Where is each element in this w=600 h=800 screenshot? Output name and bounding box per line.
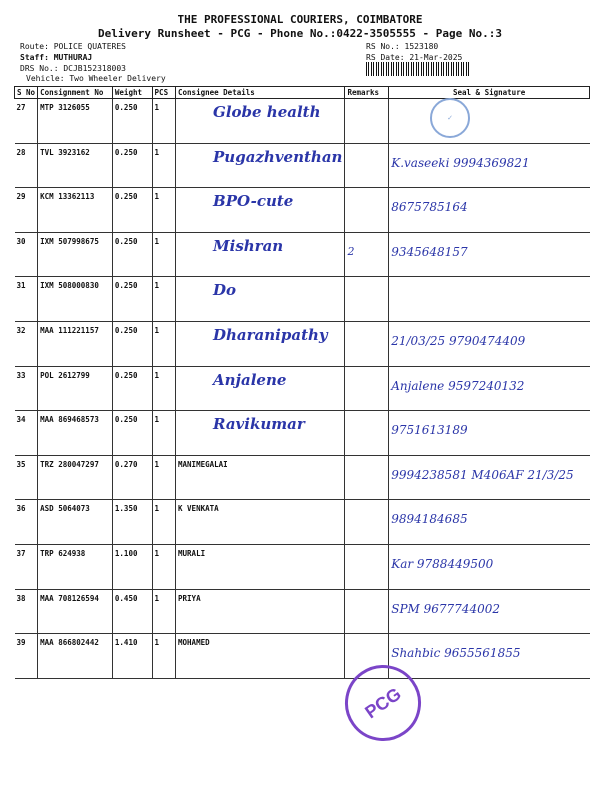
handwritten-signature: 9751613189: [391, 423, 468, 438]
table-row: [15, 232, 590, 277]
cell-sno: 36: [15, 500, 38, 545]
table-row: [15, 500, 590, 545]
cell-weight: 0.250: [112, 232, 152, 277]
handwritten-consignee: Dharanipathy: [213, 325, 328, 344]
vehicle: Vehicle: Two Wheeler Delivery: [26, 74, 166, 83]
cell-signature: [389, 188, 590, 233]
cell-weight: 0.250: [112, 277, 152, 322]
table-header: [15, 87, 590, 99]
table-row: [15, 544, 590, 589]
table-row: [15, 455, 590, 500]
cell-consignment: MAA 111221157: [38, 321, 113, 366]
table-row: [15, 411, 590, 456]
cell-consignment: TRZ 280047297: [38, 455, 113, 500]
handwritten-signature: Anjalene 9597240132: [391, 378, 525, 393]
handwritten-signature: K.vaseeki 9994369821: [391, 155, 530, 170]
cell-consignment: TRP 624938: [38, 544, 113, 589]
cell-remarks: [345, 321, 389, 366]
cell-pcs: 1: [152, 321, 175, 366]
handwritten-signature: 9894184685: [391, 512, 468, 527]
cell-remarks: [345, 589, 389, 634]
cell-consignment: MAA 869468573: [38, 411, 113, 456]
col-remarks: Remarks: [345, 87, 389, 99]
rs-number: RS No.: 1523180: [366, 42, 439, 51]
handwritten-signature: Kar 9788449500: [391, 556, 494, 571]
cell-consignment: MAA 708126594: [38, 589, 113, 634]
cell-remarks: [345, 99, 389, 144]
handwritten-signature: 9994238581 M406AF 21/3/25: [391, 467, 574, 482]
cell-sno: 28: [15, 143, 38, 188]
cell-weight: 0.250: [112, 143, 152, 188]
barcode: [366, 62, 470, 76]
cell-pcs: 1: [152, 99, 175, 144]
col-sno: S No: [15, 87, 38, 99]
handwritten-consignee: Ravikumar: [213, 415, 305, 434]
col-consignment: Consignment No: [38, 87, 113, 99]
cell-consignment: MTP 3126055: [38, 99, 113, 144]
handwritten-signature: Shahbic 9655561855: [391, 646, 521, 661]
cell-weight: 1.410: [112, 634, 152, 679]
handwritten-remark: 2: [347, 244, 355, 258]
table-row: [15, 366, 590, 411]
handwritten-consignee: BPO-cute: [213, 192, 294, 211]
cell-weight: 1.100: [112, 544, 152, 589]
cell-consignee: [176, 232, 345, 277]
cell-consignee: [176, 366, 345, 411]
cell-consignee: MOHAMED: [176, 634, 345, 679]
cell-pcs: 1: [152, 188, 175, 233]
table-row: [15, 321, 590, 366]
cell-weight: 0.450: [112, 589, 152, 634]
cell-weight: 0.250: [112, 321, 152, 366]
cell-sno: 27: [15, 99, 38, 144]
cell-pcs: 1: [152, 589, 175, 634]
rs-date: RS Date: 21-Mar-2025: [366, 53, 463, 62]
handwritten-consignee: Globe health: [213, 103, 321, 121]
cell-consignee: [176, 321, 345, 366]
cell-signature: [389, 366, 590, 411]
handwritten-consignee: Anjalene: [213, 370, 287, 389]
cell-consignment: POL 2612799: [38, 366, 113, 411]
cell-remarks: [345, 277, 389, 322]
drs-number: DRS No.: DCJB152318003: [20, 64, 126, 73]
col-consignee: Consignee Details: [176, 87, 345, 99]
cell-pcs: 1: [152, 232, 175, 277]
cell-weight: 0.250: [112, 366, 152, 411]
cell-sno: 29: [15, 188, 38, 233]
cell-remarks: [345, 366, 389, 411]
runsheet-table: [14, 86, 590, 679]
cell-remarks: [345, 500, 389, 545]
cell-sno: 31: [15, 277, 38, 322]
cell-weight: 0.250: [112, 188, 152, 233]
cell-signature: [389, 143, 590, 188]
cell-signature: [389, 232, 590, 277]
cell-pcs: 1: [152, 455, 175, 500]
cell-sno: 39: [15, 634, 38, 679]
staff: Staff: MUTHURAJ: [20, 53, 93, 62]
table-row: [15, 99, 590, 144]
handwritten-consignee: Pugazhventhan: [213, 147, 343, 166]
cell-consignment: MAA 866802442: [38, 634, 113, 679]
cell-pcs: 1: [152, 634, 175, 679]
cell-sno: 34: [15, 411, 38, 456]
cell-signature: [389, 99, 590, 144]
cell-sno: 33: [15, 366, 38, 411]
runsheet-title: Delivery Runsheet - PCG - Phone No.:0422-3505555 - Page No.:3: [98, 27, 502, 40]
col-signature: Seal & Signature: [389, 87, 590, 99]
cell-pcs: 1: [152, 411, 175, 456]
handwritten-signature: 9345648157: [391, 244, 468, 259]
cell-remarks: [345, 411, 389, 456]
cell-pcs: 1: [152, 366, 175, 411]
seal-stamp-small: ✓: [430, 98, 470, 138]
cell-weight: 1.350: [112, 500, 152, 545]
cell-remarks: [345, 544, 389, 589]
cell-signature: [389, 277, 590, 322]
cell-consignment: TVL 3923162: [38, 143, 113, 188]
cell-pcs: 1: [152, 500, 175, 545]
cell-signature: [389, 321, 590, 366]
cell-pcs: 1: [152, 277, 175, 322]
cell-consignee: [176, 188, 345, 233]
route: Route: POLICE QUATERES: [20, 42, 126, 51]
cell-sno: 37: [15, 544, 38, 589]
table-row: [15, 277, 590, 322]
cell-signature: [389, 455, 590, 500]
cell-signature: [389, 589, 590, 634]
company-name: THE PROFESSIONAL COURIERS, COIMBATORE: [177, 13, 423, 26]
table-row: [15, 143, 590, 188]
cell-sno: 30: [15, 232, 38, 277]
cell-consignment: KCM 13362113: [38, 188, 113, 233]
cell-consignment: ASD 5064073: [38, 500, 113, 545]
cell-signature: [389, 500, 590, 545]
cell-consignee: [176, 143, 345, 188]
pcg-stamp: PCG: [330, 650, 436, 756]
cell-sno: 38: [15, 589, 38, 634]
cell-consignee: [176, 411, 345, 456]
cell-signature: [389, 544, 590, 589]
cell-sno: 32: [15, 321, 38, 366]
handwritten-signature: 21/03/25 9790474409: [391, 333, 526, 348]
cell-pcs: 1: [152, 544, 175, 589]
handwritten-consignee: Do: [213, 281, 237, 300]
cell-remarks: [345, 232, 389, 277]
cell-sno: 35: [15, 455, 38, 500]
handwritten-signature: 8675785164: [391, 200, 468, 215]
table-row: [15, 634, 590, 679]
cell-consignment: IXM 507998675: [38, 232, 113, 277]
handwritten-consignee: Mishran: [213, 236, 284, 255]
cell-weight: 0.270: [112, 455, 152, 500]
cell-pcs: 1: [152, 143, 175, 188]
cell-consignee: [176, 99, 345, 144]
cell-consignee: [176, 277, 345, 322]
cell-consignee: MURALI: [176, 544, 345, 589]
table-row: [15, 188, 590, 233]
cell-weight: 0.250: [112, 411, 152, 456]
cell-remarks: [345, 143, 389, 188]
table-row: [15, 589, 590, 634]
cell-signature: [389, 411, 590, 456]
cell-consignee: MANIMEGALAI: [176, 455, 345, 500]
handwritten-signature: SPM 9677744002: [391, 601, 500, 616]
cell-consignee: PRIYA: [176, 589, 345, 634]
cell-consignment: IXM 508000830: [38, 277, 113, 322]
cell-weight: 0.250: [112, 99, 152, 144]
col-pcs: PCS: [152, 87, 175, 99]
cell-remarks: [345, 455, 389, 500]
cell-signature: [389, 634, 590, 679]
cell-remarks: [345, 188, 389, 233]
cell-consignee: K VENKATA: [176, 500, 345, 545]
col-weight: Weight: [112, 87, 152, 99]
